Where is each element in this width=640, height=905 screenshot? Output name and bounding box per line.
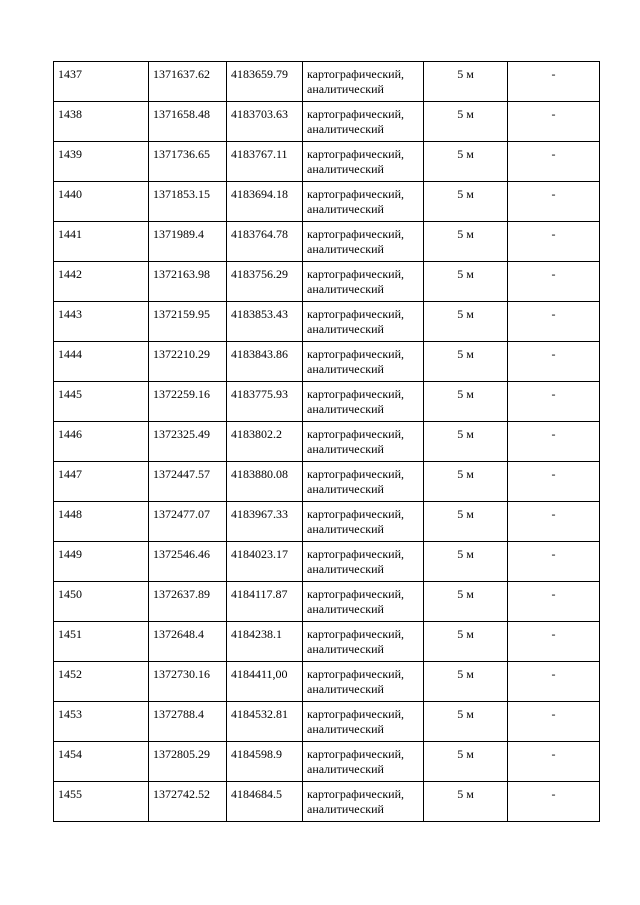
method-line-1: картографический, [307, 267, 405, 281]
x-coordinate-cell: 1372742.52 [149, 782, 227, 822]
method-line-2: аналитический [307, 522, 384, 536]
note-cell: - [508, 182, 600, 222]
method-line-2: аналитический [307, 442, 384, 456]
accuracy-cell: 5 м [424, 782, 508, 822]
table-row [54, 502, 600, 542]
note-cell: - [508, 102, 600, 142]
y-coordinate-cell: 4183659.79 [227, 62, 303, 102]
table-row [54, 742, 600, 782]
method-cell [303, 782, 424, 822]
x-coordinate-cell: 1372163.98 [149, 262, 227, 302]
accuracy-cell: 5 м [424, 502, 508, 542]
y-coordinate-cell: 4183756.29 [227, 262, 303, 302]
method-line-1: картографический, [307, 347, 405, 361]
note-cell: - [508, 222, 600, 262]
note-cell: - [508, 622, 600, 662]
y-coordinate-cell: 4183694.18 [227, 182, 303, 222]
point-number-cell: 1449 [54, 542, 149, 582]
method-cell [303, 222, 424, 262]
method-cell [303, 102, 424, 142]
y-coordinate-cell: 4184238.1 [227, 622, 303, 662]
accuracy-cell: 5 м [424, 142, 508, 182]
x-coordinate-cell: 1372447.57 [149, 462, 227, 502]
point-number-cell: 1452 [54, 662, 149, 702]
point-number-cell: 1441 [54, 222, 149, 262]
x-coordinate-cell: 1372210.29 [149, 342, 227, 382]
method-line-2: аналитический [307, 282, 384, 296]
y-coordinate-cell: 4184532.81 [227, 702, 303, 742]
method-line-2: аналитический [307, 202, 384, 216]
method-cell [303, 302, 424, 342]
accuracy-cell: 5 м [424, 102, 508, 142]
method-cell [303, 622, 424, 662]
point-number-cell: 1443 [54, 302, 149, 342]
x-coordinate-cell: 1372788.4 [149, 702, 227, 742]
y-coordinate-cell: 4184411,00 [227, 662, 303, 702]
accuracy-cell: 5 м [424, 622, 508, 662]
method-line-2: аналитический [307, 602, 384, 616]
method-line-1: картографический, [307, 427, 405, 441]
table-row [54, 422, 600, 462]
y-coordinate-cell: 4183802.2 [227, 422, 303, 462]
note-cell: - [508, 142, 600, 182]
table-row [54, 662, 600, 702]
y-coordinate-cell: 4183843.86 [227, 342, 303, 382]
accuracy-cell: 5 м [424, 182, 508, 222]
y-coordinate-cell: 4184684.5 [227, 782, 303, 822]
point-number-cell: 1445 [54, 382, 149, 422]
point-number-cell: 1438 [54, 102, 149, 142]
x-coordinate-cell: 1371637.62 [149, 62, 227, 102]
point-number-cell: 1455 [54, 782, 149, 822]
note-cell: - [508, 662, 600, 702]
method-line-1: картографический, [307, 587, 405, 601]
table-row [54, 582, 600, 622]
x-coordinate-cell: 1372805.29 [149, 742, 227, 782]
method-cell [303, 462, 424, 502]
method-line-2: аналитический [307, 762, 384, 776]
x-coordinate-cell: 1372259.16 [149, 382, 227, 422]
note-cell: - [508, 262, 600, 302]
method-cell [303, 262, 424, 302]
method-line-1: картографический, [307, 387, 405, 401]
point-number-cell: 1448 [54, 502, 149, 542]
method-line-1: картографический, [307, 667, 405, 681]
x-coordinate-cell: 1371853.15 [149, 182, 227, 222]
x-coordinate-cell: 1372648.4 [149, 622, 227, 662]
y-coordinate-cell: 4183880.08 [227, 462, 303, 502]
method-cell [303, 342, 424, 382]
method-line-1: картографический, [307, 747, 405, 761]
point-number-cell: 1447 [54, 462, 149, 502]
coordinates-table [53, 61, 600, 822]
method-cell [303, 62, 424, 102]
method-line-1: картографический, [307, 307, 405, 321]
x-coordinate-cell: 1372730.16 [149, 662, 227, 702]
method-line-1: картографический, [307, 507, 405, 521]
method-cell [303, 182, 424, 222]
method-line-2: аналитический [307, 122, 384, 136]
accuracy-cell: 5 м [424, 382, 508, 422]
table-row [54, 102, 600, 142]
method-line-2: аналитический [307, 82, 384, 96]
accuracy-cell: 5 м [424, 462, 508, 502]
point-number-cell: 1442 [54, 262, 149, 302]
note-cell: - [508, 782, 600, 822]
method-cell [303, 542, 424, 582]
table-row [54, 302, 600, 342]
point-number-cell: 1453 [54, 702, 149, 742]
method-line-1: картографический, [307, 67, 405, 81]
accuracy-cell: 5 м [424, 662, 508, 702]
y-coordinate-cell: 4183767.11 [227, 142, 303, 182]
note-cell: - [508, 702, 600, 742]
method-cell [303, 382, 424, 422]
y-coordinate-cell: 4184598.9 [227, 742, 303, 782]
accuracy-cell: 5 м [424, 542, 508, 582]
x-coordinate-cell: 1371736.65 [149, 142, 227, 182]
method-cell [303, 742, 424, 782]
point-number-cell: 1439 [54, 142, 149, 182]
method-cell [303, 582, 424, 622]
method-cell [303, 142, 424, 182]
x-coordinate-cell: 1372546.46 [149, 542, 227, 582]
note-cell: - [508, 742, 600, 782]
table-row [54, 62, 600, 102]
table-row [54, 222, 600, 262]
y-coordinate-cell: 4183853.43 [227, 302, 303, 342]
method-line-2: аналитический [307, 402, 384, 416]
note-cell: - [508, 582, 600, 622]
accuracy-cell: 5 м [424, 582, 508, 622]
coordinates-table-body [54, 62, 600, 822]
accuracy-cell: 5 м [424, 62, 508, 102]
table-row [54, 542, 600, 582]
y-coordinate-cell: 4183764.78 [227, 222, 303, 262]
method-cell [303, 662, 424, 702]
x-coordinate-cell: 1371658.48 [149, 102, 227, 142]
accuracy-cell: 5 м [424, 302, 508, 342]
table-row [54, 142, 600, 182]
y-coordinate-cell: 4183775.93 [227, 382, 303, 422]
table-row [54, 342, 600, 382]
table-row [54, 382, 600, 422]
note-cell: - [508, 422, 600, 462]
method-line-2: аналитический [307, 162, 384, 176]
x-coordinate-cell: 1372477.07 [149, 502, 227, 542]
note-cell: - [508, 302, 600, 342]
method-line-1: картографический, [307, 227, 405, 241]
table-row [54, 462, 600, 502]
note-cell: - [508, 382, 600, 422]
point-number-cell: 1444 [54, 342, 149, 382]
y-coordinate-cell: 4184117.87 [227, 582, 303, 622]
y-coordinate-cell: 4184023.17 [227, 542, 303, 582]
x-coordinate-cell: 1372159.95 [149, 302, 227, 342]
point-number-cell: 1446 [54, 422, 149, 462]
point-number-cell: 1450 [54, 582, 149, 622]
note-cell: - [508, 62, 600, 102]
method-cell [303, 702, 424, 742]
x-coordinate-cell: 1371989.4 [149, 222, 227, 262]
method-line-2: аналитический [307, 682, 384, 696]
method-line-1: картографический, [307, 787, 405, 801]
note-cell: - [508, 542, 600, 582]
point-number-cell: 1454 [54, 742, 149, 782]
accuracy-cell: 5 м [424, 742, 508, 782]
method-line-2: аналитический [307, 722, 384, 736]
method-line-1: картографический, [307, 187, 405, 201]
method-cell [303, 502, 424, 542]
accuracy-cell: 5 м [424, 342, 508, 382]
table-row [54, 622, 600, 662]
method-cell [303, 422, 424, 462]
x-coordinate-cell: 1372325.49 [149, 422, 227, 462]
point-number-cell: 1440 [54, 182, 149, 222]
table-row [54, 702, 600, 742]
method-line-2: аналитический [307, 482, 384, 496]
method-line-1: картографический, [307, 707, 405, 721]
note-cell: - [508, 462, 600, 502]
method-line-2: аналитический [307, 562, 384, 576]
method-line-2: аналитический [307, 322, 384, 336]
y-coordinate-cell: 4183967.33 [227, 502, 303, 542]
accuracy-cell: 5 м [424, 262, 508, 302]
note-cell: - [508, 342, 600, 382]
point-number-cell: 1437 [54, 62, 149, 102]
method-line-2: аналитический [307, 642, 384, 656]
method-line-2: аналитический [307, 362, 384, 376]
accuracy-cell: 5 м [424, 702, 508, 742]
accuracy-cell: 5 м [424, 222, 508, 262]
y-coordinate-cell: 4183703.63 [227, 102, 303, 142]
x-coordinate-cell: 1372637.89 [149, 582, 227, 622]
method-line-2: аналитический [307, 242, 384, 256]
method-line-2: аналитический [307, 802, 384, 816]
method-line-1: картографический, [307, 627, 405, 641]
table-row [54, 782, 600, 822]
method-line-1: картографический, [307, 147, 405, 161]
method-line-1: картографический, [307, 467, 405, 481]
table-row [54, 182, 600, 222]
method-line-1: картографический, [307, 107, 405, 121]
method-line-1: картографический, [307, 547, 405, 561]
point-number-cell: 1451 [54, 622, 149, 662]
accuracy-cell: 5 м [424, 422, 508, 462]
note-cell: - [508, 502, 600, 542]
table-row [54, 262, 600, 302]
